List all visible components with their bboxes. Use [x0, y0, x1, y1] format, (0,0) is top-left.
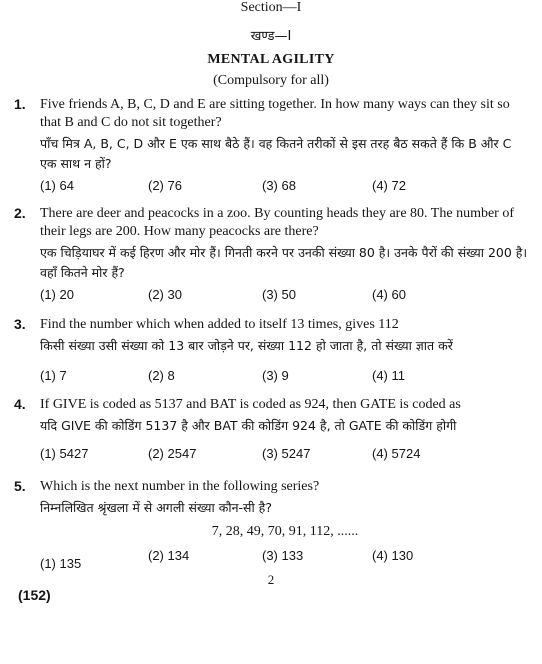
options-2: [40, 287, 520, 307]
option-2: (2) 134: [148, 548, 190, 563]
page-number: 2: [267, 572, 275, 587]
question-text-english: Which is the next number in the following series?: [40, 479, 320, 494]
option-2: (2) 76: [148, 178, 182, 193]
question-text-english: Five friends A, B, C, D and E are sitting together. In how many ways can they sit so that B and C do not sit together?: [40, 97, 510, 130]
khand-label: खण्ड—I: [250, 29, 292, 44]
option-3: (3) 9: [262, 368, 289, 383]
question-number: 2.: [14, 205, 26, 221]
page-subtitle: (Compulsory for all): [213, 73, 329, 88]
option-1: (1) 5427: [40, 446, 89, 461]
number-series: 7, 28, 49, 70, 91, 112, ......: [211, 524, 359, 539]
section-label: Section—I: [240, 0, 302, 15]
question-text-hindi: पाँच मित्र A, B, C, D और E एक साथ बैठे हैं। वह कितने तरीकों से इस तरह बैठ सकते हैं कि B और C एक साथ न हों?: [40, 136, 512, 171]
option-1: (1) 20: [40, 287, 74, 302]
option-3: (3) 68: [262, 178, 296, 193]
option-1: (1) 64: [40, 178, 74, 193]
question-number: 1.: [14, 96, 26, 112]
option-3: (3) 50: [262, 287, 296, 302]
option-4: (4) 130: [372, 548, 414, 563]
page-title: MENTAL AGILITY: [207, 52, 335, 67]
option-4: (4) 5724: [372, 446, 421, 461]
question-number: 4.: [14, 396, 26, 412]
question-text-english: Find the number which when added to itself 13 times, gives 112: [40, 317, 399, 332]
options-3: [40, 368, 520, 388]
question-text-hindi: निम्नलिखित श्रृंखला में से अगली संख्या कौन-सी है?: [40, 500, 272, 515]
option-1: (1) 7: [40, 368, 67, 383]
option-3: (3) 5247: [262, 446, 311, 461]
option-1: (1) 135: [40, 556, 82, 571]
options-1: [40, 178, 520, 198]
option-2: (2) 8: [148, 368, 175, 383]
option-2: (2) 2547: [148, 446, 197, 461]
question-number: 5.: [14, 478, 26, 494]
question-text-hindi: यदि GIVE की कोडिंग 5137 है और BAT की कोडिंग 924 है, तो GATE की कोडिंग होगी: [40, 418, 457, 433]
question-text-hindi: एक चिड़ियाघर में कई हिरण और मोर हैं। गिनती करने पर उनकी संख्या 80 है। उनके पैरों की संख्या 200 है। वहाँ कितने मोर हैं?: [40, 245, 528, 280]
options-4: [40, 446, 520, 466]
question-text-english: There are deer and peacocks in a zoo. By counting heads they are 80. The number of their legs are 200. How many peacocks are there?: [40, 206, 514, 239]
option-4: (4) 72: [372, 178, 406, 193]
question-number: 3.: [14, 316, 26, 332]
option-4: (4) 60: [372, 287, 406, 302]
option-4: (4) 11: [372, 368, 405, 383]
booklet-code: (152): [18, 587, 51, 603]
option-2: (2) 30: [148, 287, 182, 302]
question-text-hindi: किसी संख्या उसी संख्या को 13 बार जोड़ने पर, संख्या 112 हो जाता है, तो संख्या ज्ञात करें: [40, 338, 453, 353]
options-5: [40, 548, 520, 571]
option-3: (3) 133: [262, 548, 304, 563]
question-text-english: If GIVE is coded as 5137 and BAT is coded as 924, then GATE is coded as: [40, 397, 461, 412]
